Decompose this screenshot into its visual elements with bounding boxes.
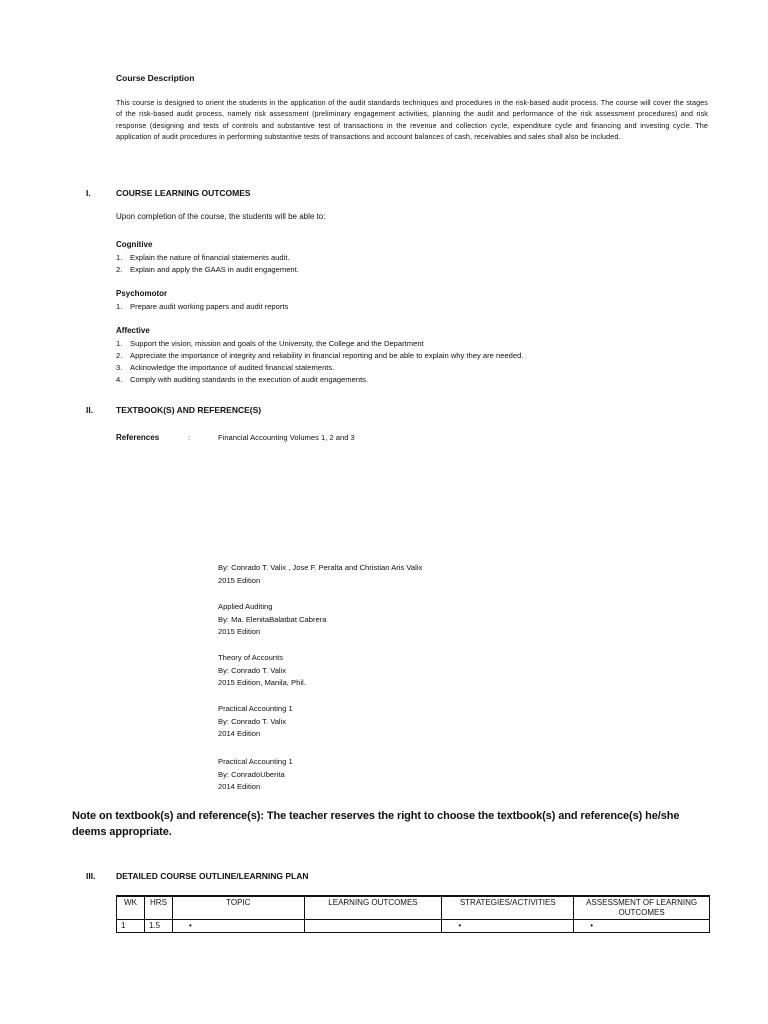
psychomotor-heading: Psychomotor (116, 289, 168, 298)
item-text: Prepare audit working papers and audit reports (130, 302, 289, 311)
column-header: LEARNING OUTCOMES (304, 896, 442, 920)
affective-item (116, 350, 523, 362)
reference-entry (218, 703, 293, 741)
column-header: HRS (144, 896, 172, 920)
reference-title: Applied Auditing (218, 602, 273, 611)
table-header-row (117, 896, 710, 920)
item-number: 4. (116, 375, 123, 384)
item-number: 2. (116, 351, 123, 360)
cognitive-item (116, 264, 299, 276)
course-outline-table (116, 895, 710, 933)
reference-author: By: Ma. ElenitaBalatbat Cabrera (218, 614, 327, 624)
table-cell-hrs: 1.5 (144, 920, 172, 933)
reference-entry (218, 562, 422, 587)
item-text: Support the vision, mission and goals of the University, the College and the Department (130, 339, 424, 348)
psychomotor-item (116, 301, 288, 313)
column-header: WK (117, 896, 145, 920)
affective-item (116, 374, 368, 386)
section-1-title: COURSE LEARNING OUTCOMES (116, 188, 251, 198)
reference-author: By: Conrado T. Valix (218, 665, 287, 675)
item-number: 1. (116, 253, 123, 262)
reference-edition: 2015 Edition (218, 627, 261, 637)
reference-edition: 2015 Edition, Manila, Phil. (218, 678, 306, 688)
table-cell-topic: • (172, 920, 304, 933)
affective-item (116, 338, 424, 350)
affective-heading: Affective (116, 326, 150, 335)
column-header: ASSESSMENT OF LEARNING OUTCOMES (574, 896, 710, 920)
affective-item (116, 362, 334, 374)
table-cell-assessment: • (574, 920, 710, 933)
item-number: 1. (116, 302, 123, 311)
section-2-number: II. (86, 405, 94, 415)
reference-author: By: ConradoUberita (218, 769, 285, 779)
section-2-title: TEXTBOOK(S) AND REFERENCE(S) (116, 405, 262, 415)
item-text: Acknowledge the importance of audited financial statements. (130, 363, 335, 372)
section-3-number: III. (86, 871, 96, 881)
reference-edition: 2014 Edition (218, 782, 261, 792)
references-label: References (116, 433, 160, 442)
textbook-note: Note on textbook(s) and reference(s): The teacher reserves the right to choose the textbook(s) and reference(s) he/she deems appropriate. (72, 810, 680, 838)
cognitive-item (116, 252, 290, 264)
course-description-title: Course Description (116, 73, 195, 83)
learning-outcomes-intro: Upon completion of the course, the students will be able to: (116, 212, 326, 221)
table-row (117, 920, 710, 933)
course-description-text: This course is designed to orient the students in the application of the audit standards techniques and procedures in the risk-based audit process. The course will cover the stages of the risk-based audit process, namely risk assessment (preliminary engagement activities, planning the audit and performance of the risk assessment procedures) and risk response (designing and tests of controls and substantive test of transactions in the revenue and collection cycle, expenditure cycle and financing and investing cycle. The application of audit procedures in performing substantive tests of transactions and account balances of cash, receivables and sales shall also be included. (116, 98, 708, 142)
reference-title: Financial Accounting Volumes 1, 2 and 3 (218, 433, 355, 442)
reference-entry (218, 652, 306, 690)
item-text: Appreciate the importance of integrity and reliability in financial reporting and be able to explain why they are needed. (130, 351, 524, 360)
reference-title: Practical Accounting 1 (218, 704, 293, 713)
item-number: 1. (116, 339, 123, 348)
item-text: Comply with auditing standards in the execution of audit engagements. (130, 375, 369, 384)
table-cell-wk: 1 (117, 920, 145, 933)
reference-edition: 2015 Edition (218, 575, 261, 585)
item-number: 3. (116, 363, 123, 372)
item-text: Explain and apply the GAAS in audit engagement. (130, 265, 299, 274)
reference-entry (218, 756, 293, 794)
table-cell-strategies: • (442, 920, 574, 933)
item-number: 2. (116, 265, 123, 274)
reference-entry (218, 601, 326, 639)
column-header: TOPIC (172, 896, 304, 920)
section-1-number: I. (86, 188, 91, 198)
references-colon: : (188, 433, 191, 442)
reference-edition: 2014 Edition (218, 729, 261, 739)
reference-title: Theory of Accounts (218, 653, 284, 662)
cognitive-heading: Cognitive (116, 240, 153, 249)
reference-title: Practical Accounting 1 (218, 757, 293, 766)
reference-author: By: Conrado T. Valix (218, 716, 287, 726)
item-text: Explain the nature of financial statements audit. (130, 253, 290, 262)
reference-author: By: Conrado T. Valix , Jose F. Peralta and Christian Aris Valix (218, 563, 423, 572)
table-cell-learning-outcomes (304, 920, 442, 933)
column-header: STRATEGIES/ACTIVITIES (442, 896, 574, 920)
section-3-title: DETAILED COURSE OUTLINE/LEARNING PLAN (116, 871, 309, 881)
